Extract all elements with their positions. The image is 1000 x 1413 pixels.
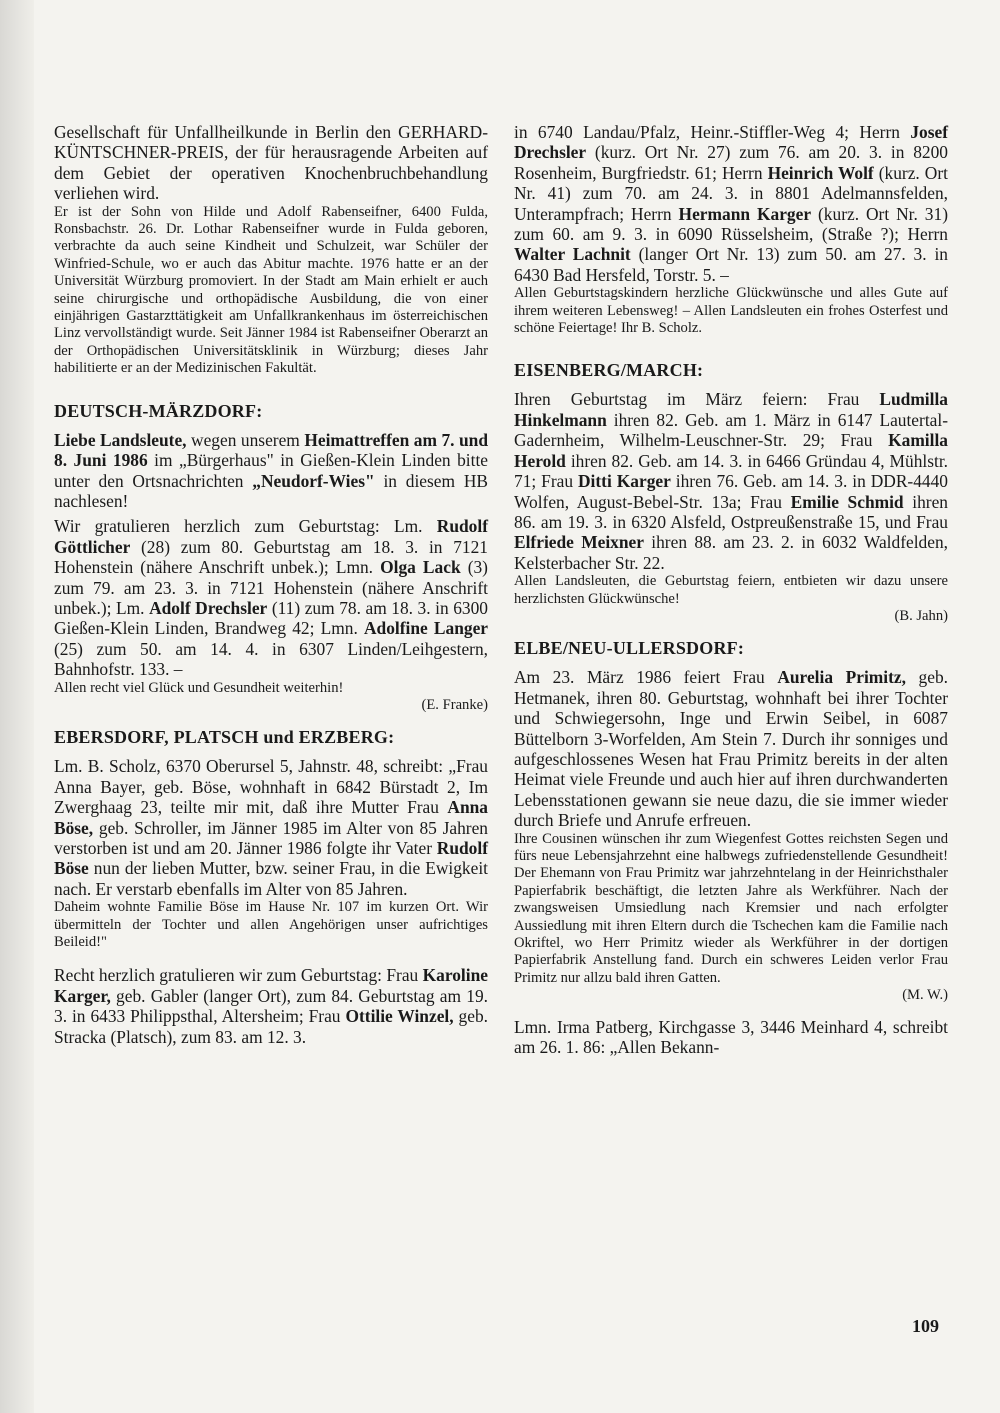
scan-edge (0, 0, 34, 1413)
bold-text: Karoline Karger, (54, 965, 488, 1006)
article-paragraph (54, 965, 488, 1047)
article-paragraph: Gesellschaft für Unfallheilkunde in Berlin den GERHARD-KÜNTSCHNER-PREIS, der für herausragende Arbeiten auf dem Gebiet der operativen Knochenbruchbehandlung verliehen wird. (54, 122, 488, 204)
article-paragraph: Allen recht viel Glück und Gesundheit weiterhin! (54, 679, 344, 696)
text-run: (25) zum 50. am 14. 4. in 6307 Linden/Leihgestern, Bahnhofstr. 133. – (54, 638, 488, 680)
article-paragraph: Daheim wohnte Familie Böse im Hause Nr. 107 im kurzen Ort. Wir übermitteln der Tochter und allen Angehörigen unser aufrichtiges Beileid!" (54, 899, 488, 951)
section-heading-eisenberg-march: EISENBERG/MARCH: (514, 360, 704, 381)
bold-text: Liebe Landsleute, (54, 429, 187, 450)
bold-text: Aurelia Primitz, (777, 667, 906, 688)
bold-text: Heimattreffen am 7. und 8. Juni 1986 (54, 429, 488, 471)
bold-text: Hermann Karger (678, 203, 812, 224)
text-run: (langer Ort Nr. 13) zum 50. am 27. 3. in 6430 Bad Hersfeld, Torstr. 5. – (514, 244, 949, 285)
text-run: ihren 82. Geb. am 1. März in 6147 Lautertal-Gadernheim, Wilhelm-Leuschner-Str. 29; Frau (514, 409, 948, 451)
bold-text: „Neudorf-Wies" (252, 470, 375, 491)
bold-text: Ottilie Winzel, (345, 1006, 454, 1027)
article-paragraph (514, 389, 948, 573)
page-number: 109 (912, 1316, 939, 1336)
text-run: in diesem HB nachlesen! (54, 470, 488, 511)
article-paragraph: Er ist der Sohn von Hilde und Adolf Rabenseifner, 6400 Fulda, Ronsbachstr. 26. Dr. Lothar Rabenseifner wurde in Fulda geboren, verbrachte da auch seine Kindheit und Schulzeit, war Schüler der Winfried-Schule, wo er auch das Abitur machte. 1976 hatte er an der Universität Würzburg promoviert. In der Stadt am Main erhielt er auch seine chirurgische und orthopädische Ausbildung, die von einer einjährigen Gastarzttätigkeit am Unfallkrankenhaus im österreichischen Linz vervollständigt wurde. Seit Jänner 1984 ist Rabenseifner Oberarzt an der Orthopädischen Universitätsklinik in Würzburg; dieses Jahr habilitierte er an der Medizinischen Fakultät. (54, 203, 488, 377)
text-run: Lm. B. Scholz, 6370 Oberursel 5, Jahnstr. 48, schreibt: „Frau Anna Bayer, geb. Böse, wohnhaft in 6842 Bürstadt 2, Im Zwerghaag 23, teilte mir mit, daß ihre Mutter Frau (54, 756, 488, 818)
author-signature: (B. Jahn) (894, 607, 948, 624)
text-run: (kurz. Ort Nr. 41) zum 70. am 24. 3. in 8801 Adelmannsfelden, Unterampfrach; Herrn (514, 162, 948, 224)
bold-text: Ditti Karger (578, 471, 671, 492)
text-run: Am 23. März 1986 feiert Frau (514, 667, 778, 688)
bold-text: Kamilla Herold (514, 430, 948, 471)
article-paragraph: Ihre Cousinen wünschen ihr zum Wiegenfest Gottes reichsten Segen und fürs neue Lebensjahrzehnt eine halbwegs zufriedenstellende Gesundheit! Der Ehemann von Frau Primitz war jahrzehntelang in der Heinrichsthaler Papierfabrik beschäftigt, die letzten Jahre als Werkführer. Nach der zwangsweisen Umsiedlung nach Kremsier und nach erfolgter Aussiedlung mit ihren Eltern durch die Tschechen kam die Familie nach Okriftel, wo Herr Primitz wieder als Werkführer in der dortigen Papierfabrik Anstellung fand. Durch ein schweres Leiden verlor Frau Primitz nur allzu bald ihren Gatten. (514, 830, 948, 986)
bold-text: Heinrich Wolf (767, 162, 874, 183)
bold-text: Rudolf Böse (54, 838, 488, 879)
text-run: ihren 82. Geb. am 14. 3. in 6466 Gründau 4, Mühlstr. 71; Frau (514, 450, 948, 492)
text-run: Ihren Geburtstag im März feiern: Frau (514, 389, 880, 410)
bold-text: Adolfine Langer (363, 618, 489, 639)
text-run: Wir gratulieren herzlich zum Geburtstag: Lm. (54, 516, 437, 537)
text-run: ihren 88. am 23. 2. in 6032 Waldfelden, Kelsterbacher Str. 22. (514, 532, 949, 573)
bold-text: Elfriede Meixner (514, 532, 644, 553)
text-run: (kurz. Ort Nr. 31) zum 60. am 9. 3. in 6090 Rüsselsheim, (Straße ?); Herrn (514, 203, 948, 245)
bold-text: Walter Lachnit (514, 244, 631, 265)
text-run: (28) zum 80. Geburtstag am 18. 3. in 7121 Hohenstein (nähere Anschrift unbek.); Lmn. (54, 536, 488, 578)
text-run: ihren 86. am 19. 3. in 6320 Alsfeld, Ostpreußenstraße 15, und Frau (514, 491, 948, 532)
section-heading-deutsch-maerzdorf: DEUTSCH-MÄRZDORF: (54, 400, 263, 421)
text-run: nun der lieben Mutter, bzw. seiner Frau, in die Ewigkeit nach. Er verstarb ebenfalls im Alter von 85 Jahren. (54, 858, 488, 899)
text-run: geb. Schroller, im Jänner 1985 im Alter von 85 Jahren verstorben ist und am 20. Jänner 1986 folgte ihr Vater (54, 817, 488, 858)
article-paragraph: Allen Landsleuten, die Geburtstag feiern, entbieten wir dazu unsere herzlichsten Glückwünsche! (514, 573, 948, 607)
article-paragraph (514, 667, 948, 830)
text-run: (3) zum 79. am 23. 3. in 7121 Hohenstein (nähere Anschrift unbek.); Lm. (54, 557, 488, 618)
left-column (54, 122, 488, 1047)
bold-text: Anna Böse, (54, 797, 488, 838)
bold-text: Olga Lack (380, 557, 461, 578)
bold-text: Rudolf Göttlicher (54, 516, 488, 557)
section-heading-elbe-neu-ullersdorf: ELBE/NEU-ULLERSDORF: (514, 638, 745, 659)
text-run: ihren 76. Geb. am 14. 3. in DDR-4440 Wolfen, August-Bebel-Str. 13a; Frau (514, 471, 949, 512)
text-run: (11) zum 78. am 18. 3. in 6300 Gießen-Klein Linden, Brandweg 42; Lmn. (54, 597, 488, 639)
text-run: geb. Gabler (langer Ort), zum 84. Geburtstag am 19. 3. in 6433 Philippsthal, Altersheim; Frau (54, 985, 488, 1027)
article-paragraph (54, 756, 488, 899)
article-paragraph: Allen Geburtstagskindern herzliche Glückwünsche und alles Gute auf ihrem weiteren Lebensweg! – Allen Landsleuten ein frohes Osterfest und schöne Feiertage! Ihr B. Scholz. (514, 285, 948, 337)
text-run: Recht herzlich gratulieren wir zum Geburtstag: Frau (54, 965, 423, 986)
text-run: (kurz. Ort Nr. 27) zum 76. am 20. 3. in 8200 Rosenheim, Burgfriedstr. 61; Herrn (514, 142, 948, 183)
text-run: geb. Stracka (Platsch), zum 83. am 12. 3. (54, 1006, 489, 1047)
text-run: geb. Hetmanek, ihren 80. Geburtstag, wohnhaft bei ihrer Tochter und Schwiegersohn, Inge und Erwin Seibel, in 6087 Büttelborn 3-Worfelden, Am Stein 7. Durch ihr sonniges und aufgeschlossenes Wesen hat Frau Primitz bereits in der alten Heimat viele Freunde und auch hier auf ihren durchwanderten Lebensstationen gewann sie neue dazu, die sie immer wieder durch Briefe und Anrufe erfreuen. (514, 667, 948, 831)
bold-text: Josef Drechsler (514, 122, 948, 163)
section-heading-ebersdorf: EBERSDORF, PLATSCH und ERZBERG: (54, 727, 395, 748)
right-column (514, 122, 948, 1057)
author-signature: (M. W.) (902, 987, 948, 1004)
bold-text: Adolf Drechsler (149, 597, 268, 618)
text-run: im „Bürgerhaus" in Gießen-Klein Linden bitte unter den Ortsnachrichten (54, 450, 489, 491)
bold-text: Emilie Schmid (790, 491, 904, 512)
text-run: in 6740 Landau/Pfalz, Heinr.-Stiffler-Weg 4; Herrn (514, 122, 911, 142)
article-paragraph (54, 516, 488, 679)
author-signature: (E. Franke) (421, 696, 488, 713)
article-paragraph (54, 430, 488, 512)
article-paragraph (514, 122, 948, 285)
article-paragraph: Lmn. Irma Patberg, Kirchgasse 3, 3446 Meinhard 4, schreibt am 26. 1. 86: „Allen Bekann- (514, 1016, 948, 1058)
text-run: wegen unserem (186, 429, 305, 450)
bold-text: Ludmilla Hinkelmann (514, 389, 948, 430)
